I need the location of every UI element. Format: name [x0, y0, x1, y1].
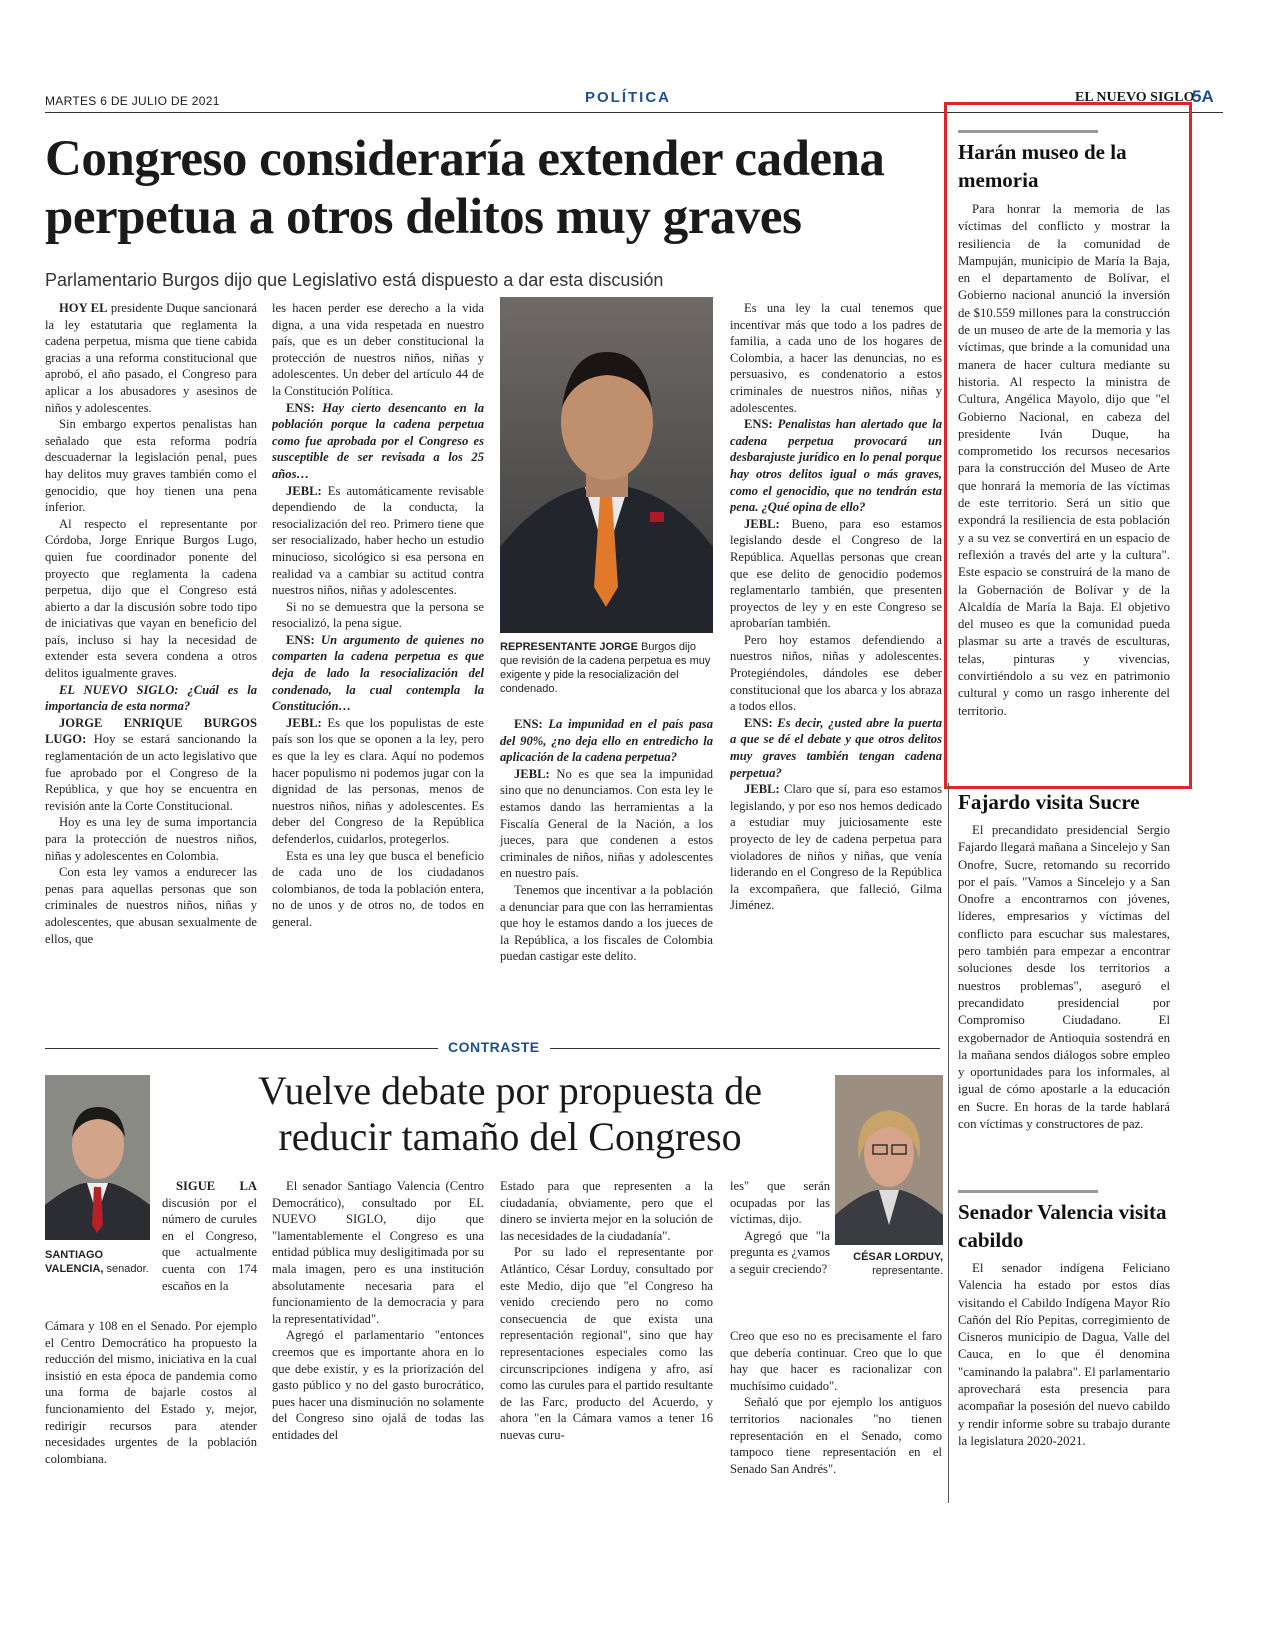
paragraph-text: El senador Santiago Valencia (Centro Democrático), consultado por EL NUEVO SIGLO, dijo que "lamentablemente el Congreso es una entidad pública muy desligitimada por su mala imagen, pero es una institución absolutamente necesaria para el funcionamiento de la democracia y para la representatividad".	[272, 1179, 484, 1326]
paragraph	[272, 632, 484, 715]
paragraph-text: discusión por el número de curules en el Congreso, que actualmente cuenta con 174 escaños en la	[162, 1195, 257, 1293]
paragraph-text: Es una ley la cual tenemos que incentivar más que todo a los padres de familia, a cada uno de los hogares de Colombia, a hacer las denuncias, no es persuasivo, es condenatorio a estos criminales de nuestros niños, niñas y adolescentes.	[730, 301, 942, 415]
museo-text	[958, 201, 1170, 773]
paragraph	[272, 1327, 484, 1443]
paragraph-text: Hoy es una ley de suma importancia para la protección de nuestros niños, niñas y adolescentes en Colombia.	[45, 815, 257, 863]
paragraph	[272, 715, 484, 848]
paragraph	[45, 715, 257, 815]
paragraph	[730, 781, 942, 914]
paragraph	[162, 1178, 257, 1294]
paragraph	[500, 1244, 713, 1443]
lead-in: ENS:	[286, 400, 315, 415]
valencia-title: Senador Valencia visita cabildo	[958, 1200, 1167, 1252]
paragraph	[730, 1328, 942, 1394]
paragraph	[730, 1394, 942, 1477]
portrait-illustration	[500, 297, 713, 633]
contraste-col-1a	[162, 1178, 257, 1318]
main-col-3	[500, 716, 713, 1026]
paragraph-text: Pero hoy estamos defendiendo a nuestros niños, niñas y adolescentes. Protegiéndoles, dándoles ese deber constitucional que los abarca y los abraza a todos ellos.	[730, 632, 942, 714]
lorduy-photo	[835, 1075, 943, 1245]
paragraph-text: Claro que sí, para eso estamos legislando, y por eso nos hemos dedicado a estudiar muy juiciosamente este proyecto de ley de cadena perpetua para violadores de niños y niñas, que venía liderando en el Congreso de la República la excompañera, que falleció, Gilma Jiménez.	[730, 782, 942, 913]
contraste-label: CONTRASTE	[438, 1039, 550, 1055]
page-number: 5A	[1192, 87, 1214, 106]
lorduy-caption-name: CÉSAR LORDUY,	[853, 1251, 943, 1263]
photo-caption	[500, 640, 713, 696]
interview-question: Es decir, ¿usted abre la puerta a que se dé el debate y que otros delitos muy graves también tengan cadena perpetua?	[730, 715, 942, 780]
valencia-photo	[45, 1075, 150, 1240]
paragraph-text: les" que serán ocupadas por las víctimas, dijo.	[730, 1179, 830, 1227]
main-headline: Congreso consideraría extender cadena perpetua a otros delitos muy graves	[45, 131, 885, 245]
fajardo-title: Fajardo visita Sucre	[958, 790, 1140, 814]
paragraph-text: Al respecto el representante por Córdoba, Jorge Enrique Burgos Lugo, quien fue coordinador ponente del proyecto que reglamenta la cadena perpetua, dijo que el Congreso está abierto a dar la discusión sobre todo tipo de iniciativas que vayan en beneficio del país, incluso si hay la necesidad de extender esta severa condena a otros delitos igualmente graves.	[45, 516, 257, 681]
interview-question: La impunidad en el país pasa del 90%, ¿no deja ello en entredicho la aplicación de la cadena perpetua?	[500, 717, 713, 765]
paragraph-text: No es que sea la impunidad sino que no denunciamos. Con esta ley le estamos dando las herramientas a la Fiscalía General de la Nación, a los jueces, para que condenen a estos criminales de niños, niñas y adolescentes en nuestro país.	[500, 766, 713, 881]
paragraph	[45, 864, 257, 947]
paragraph-text: Señaló que por ejemplo los antiguos territorios nacionales "no tienen representación en el Senado, como tampoco tiene representación en el Senado San Andrés".	[730, 1395, 942, 1476]
main-col-2	[272, 300, 484, 1025]
paragraph-text: Agregó que "la pregunta es ¿vamos a seguir creciendo?	[730, 1228, 830, 1276]
paragraph-text: Creo que eso no es precisamente el faro que debería continuar. Creo que lo que hay que hacer es racionalizar con muchísimo cuidado".	[730, 1329, 942, 1393]
paragraph	[730, 300, 942, 416]
contraste-col-3	[500, 1178, 713, 1493]
lead-in: ENS:	[286, 632, 315, 647]
paragraph-text: les hacen perder ese derecho a la vida digna, a una vida respetada en nuestro país, que es un deber constitucional la protección de nuestros niños, niñas y adolescentes. Un deber del artículo 44 de la Constitución Política.	[272, 301, 484, 398]
paragraph	[45, 814, 257, 864]
main-subhead: Parlamentario Burgos dijo que Legislativo está dispuesto a dar esta discusión	[45, 270, 664, 290]
paragraph-text: Por su lado el representante por Atlántico, César Lorduy, consultado por este Medio, dijo que "el Congreso ha venido creciendo pero no como consecuencia de que exista una representación regional", sino que hay representaciones especiales como las circunscripciones indígena y afro, así como las curules para el partido resultante de las Farc, producto del Acuerdo, y ahora "en la Cámara vamos a tener 16 nuevas curu-	[500, 1245, 713, 1442]
lorduy-caption-role: representante.	[872, 1265, 943, 1277]
paragraph-text: Si no se demuestra que la persona se resocializó, la pena sigue.	[272, 599, 484, 631]
interview-question: Un argumento de quienes no comparten la cadena perpetua es que deja de lado la resocialización del condenado, la cual contempla la Constitución…	[272, 632, 484, 714]
paragraph-text: Tenemos que incentivar a la población a denunciar para que con las herramientas que hoy le estamos dando a los jueces de la República, a los fiscales de Colombia puedan castigar este delito.	[500, 882, 713, 964]
paragraph	[45, 682, 257, 715]
paragraph-text: Sin embargo expertos penalistas han señalado que esta reforma podría descuadernar la legislación penal, pues hay delitos muy graves también como el genocidio, que hoy tienen una pena inferior.	[45, 417, 257, 515]
contraste-col-2	[272, 1178, 484, 1493]
museo-rule	[958, 130, 1098, 133]
paragraph-text: Es que los populistas de este país son los que se oponen a la ley, pero es que la ley es clara. Aquí no podemos hacer populismo ni podemos jugar con la dignidad de las personas, menos de nuestros niños, niñas y adolescentes. Es deber del Congreso de la República defenderlos, cuidarlos, protegerlos.	[272, 715, 484, 846]
paragraph	[45, 300, 257, 416]
paragraph	[500, 1178, 713, 1244]
lead-in: JEBL:	[286, 483, 322, 498]
valencia-text	[958, 1260, 1170, 1495]
contraste-col-1b	[45, 1318, 257, 1493]
caption-label: REPRESENTANTE JORGE	[500, 641, 638, 653]
contraste-col-4a	[730, 1178, 830, 1328]
lead-in: JORGE ENRIQUE BURGOS LUGO:	[45, 715, 257, 747]
paragraph	[272, 1178, 484, 1327]
valencia-caption-name: SANTIAGO VALENCIA,	[45, 1249, 104, 1275]
paragraph	[500, 766, 713, 882]
lead-in: ENS:	[514, 717, 543, 731]
valencia-portrait	[45, 1075, 150, 1240]
lead-in: JEBL:	[744, 782, 780, 797]
lead-in: HOY EL	[59, 301, 108, 315]
paragraph-text: Hoy se estará sancionando la reglamentación de un acto legislativo que fue aprobado por el Congreso de la República, y que hoy se encuentra en revisión ante la Corte Constitucional.	[45, 732, 257, 813]
paragraph-text: Cámara y 108 en el Senado. Por ejemplo el Centro Democrático ha propuesto la reducción del mismo, iniciativa en la cual insistió en esta época de pandemia como una forma de bajarle costos al funcionamiento del Estado y, mejor, redirigir recursos para atender necesidades urgentes de la población colombiana.	[45, 1319, 257, 1466]
paragraph	[272, 300, 484, 400]
paragraph-text: Es automáticamente revisable dependiendo de la conducta, la resocialización del reo. Primero tiene que ser resocializado, haber hecho un estudio minucioso, sicológico si esa persona en realidad va a cambiar su actitud contra nuestros niños, niñas y adolescentes.	[272, 483, 484, 598]
paragraph	[730, 1178, 830, 1228]
lead-in: JEBL:	[286, 715, 322, 730]
valencia-caption-role: senador.	[106, 1263, 149, 1275]
paragraph-text: Estado para que representen a la ciudadanía, obviamente, pero que el dinero se invierta mejor en la solución de las necesidades de la ciudadanía".	[500, 1179, 713, 1243]
paragraph	[45, 1318, 257, 1467]
paragraph	[272, 599, 484, 632]
paragraph-text: Esta es una ley que busca el beneficio de cada uno de los ciudadanos colombianos, de toda la población entera, no de unos y de otros no, de todos en general.	[272, 848, 484, 929]
fajardo-paragraph: El precandidato presidencial Sergio Fajardo llegará mañana a Sincelejo y San Onofre, Sucre, retomando su recorrido por el país. "Vamos a Sincelejo y a San Onofre a encontrarnos con jóvenes, líderes, empresarios y víctimas del conflicto para escuchar sus malestares, pero también para empezar a encontrar soluciones desde los territorios a nuestros problemas", aseguró el precandidato presidencial por Compromiso Ciudadano. El exgobernador de Antioquia sostendrá en la mañana sendos diálogos sobre empleo y oportunidades para los informales, al igual de cómo apostarle a la educación en Sucre. En horas de la tarde hablará con víctimas y constructores de paz.	[958, 823, 1170, 1132]
paragraph-text: Bueno, para eso estamos legislando desde el Congreso de la República. Aquellas personas que crean que ese delito de genocidio podemos reglamentarlo también, que presenten proyectos de ley y en este Congreso se aprobarían también.	[730, 516, 942, 631]
museo-title: Harán museo de la memoria	[958, 140, 1127, 192]
issue-date: MARTES 6 DE JULIO DE 2021	[45, 94, 220, 108]
museo-paragraph: Para honrar la memoria de las víctimas del conflicto y mostrar la resiliencia de la comunidad de Mampuján, municipio de María la Baja, en el departamento de Bolívar, el Gobierno nacional anunció la inversión de $10.559 millones para la construcción de un museo de arte de la memoria y las víctimas, que brinde a la comunidad una manera de hacer cultura mediante su historia. Al respecto la ministra de Cultura, Angélica Mayolo, dijo que "el Gobierno Nacional, en cabeza del presidente Iván Duque, ha comprometido los recursos necesarios para la construcción del Museo de Arte que honrará la memoria de las víctimas de este territorio. Será un sitio que expondrá la resiliencia de esta población y a su vez se convertirá en un espacio de reflexión a través del arte y la cultura". Este espacio se construirá de la mano de la Gobernación de Bolívar y de la Alcaldía de María la Baja. El objetivo del museo es que la comunidad pueda plasmar su arte a través de esculturas, telas, pinturas y vivencias, convirtiéndolo a su vez en patrimonio cultural y como un rasgo inherente del territorio.	[958, 202, 1170, 718]
newspaper-brand: EL NUEVO SIGLO	[1075, 90, 1195, 105]
lead-in: JEBL:	[744, 516, 780, 531]
paragraph	[500, 716, 713, 766]
interview-question: EL NUEVO SIGLO: ¿Cuál es la importancia de esta norma?	[45, 682, 257, 714]
caption-text: Burgos dijo que revisión de la cadena perpetua es muy exigente y pide la resocialización del condenado.	[500, 641, 711, 695]
interview-question: Penalistas han alertado que la cadena perpetua provocará un desbarajuste jurídico en lo penal porque hay otros delitos igual o más graves, como el genocidio, que no tendrán esta pena. ¿Qué opina de ello?	[730, 417, 942, 515]
interview-question: Hay cierto desencanto en la población porque la cadena perpetua como fue aprobada por el Congreso es susceptible de ser revisada a los 25 años…	[272, 400, 484, 481]
paragraph	[45, 416, 257, 516]
paragraph	[730, 1228, 830, 1278]
main-col-4	[730, 300, 942, 1025]
paragraph	[730, 516, 942, 632]
paragraph	[272, 400, 484, 483]
paragraph	[272, 848, 484, 931]
main-col-1	[45, 300, 257, 1025]
sidebar-divider	[948, 783, 949, 1503]
paragraph	[730, 715, 942, 781]
section-name: POLÍTICA	[585, 89, 671, 106]
lead-in: SIGUE LA	[176, 1179, 257, 1193]
representante-photo	[500, 297, 713, 633]
lorduy-caption	[848, 1250, 943, 1278]
paragraph	[272, 483, 484, 599]
lead-in: ENS:	[744, 715, 773, 730]
paragraph	[730, 416, 942, 516]
paragraph-text: presidente Duque sancionará la ley estatutaria que reglamenta la cadena perpetua, misma que tiene cabida gracias a una reforma constitucional que aprobó, el año pasado, el Congreso para aplicar a los abusadores y asesinos de niños y adolescentes.	[45, 301, 257, 415]
fajardo-text	[958, 822, 1170, 1170]
paragraph	[730, 632, 942, 715]
lorduy-portrait	[835, 1075, 943, 1245]
contraste-col-4b	[730, 1328, 942, 1493]
valencia-caption	[45, 1248, 150, 1276]
lead-in: ENS:	[744, 417, 773, 432]
paragraph-text: Agregó el parlamentario "entonces creemos que es importante ahora en lo que debe existir, y es la priorización del gasto público y no del gasto burocrático, pues hacer una disminución no solamente del Congreso sino ojalá de todas las entidades del	[272, 1328, 484, 1442]
valencia-paragraph: El senador indígena Feliciano Valencia ha estado por estos días visitando el Cabildo Indígena Mayor Río Cañón del Río Pepitas, corregimiento de Cisneros municipio de Dagua, Valle del Cauca, en lo que él denomina "caminando la palabra". El parlamentario aprovechará esta presencia para acompañar la posesión del nuevo cabildo y rendir informe sobre su trabajo durante la legislatura 2020-2021.	[958, 1261, 1170, 1448]
valencia-rule	[958, 1190, 1098, 1193]
paragraph	[500, 882, 713, 965]
contraste-headline: Vuelve debate por propuesta de reducir tamaño del Congreso	[257, 1068, 763, 1159]
lead-in: JEBL:	[514, 766, 550, 781]
paragraph-text: Con esta ley vamos a endurecer las penas para aquellas personas que son criminales de nuestros niños, niñas y adolescentes, que abusan sexualmente de ellos, que	[45, 865, 257, 946]
paragraph	[45, 516, 257, 682]
